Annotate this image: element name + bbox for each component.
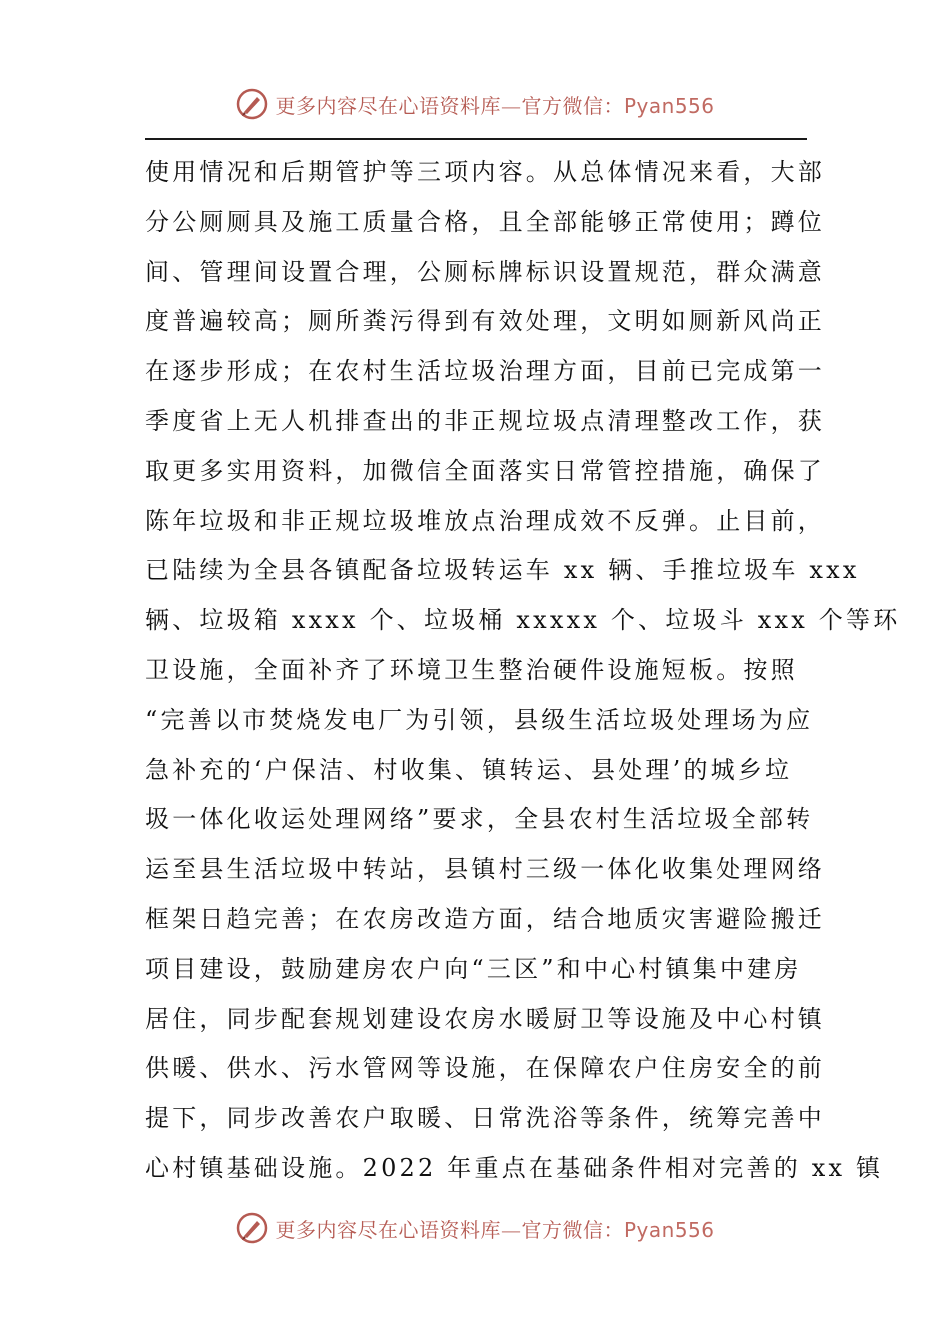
body-line: 居住，同步配套规划建设农房水暖厨卫等设施及中心村镇 xyxy=(145,1004,825,1033)
header-title: 更多内容尽在心语资料库 xyxy=(275,93,501,118)
body-line: 季度省上无人机排查出的非正规垃圾点清理整改工作，获 xyxy=(145,406,825,435)
body-line: 心村镇基础设施。2022 年重点在基础条件相对完善的 xx 镇 xyxy=(145,1153,884,1182)
body-line: 间、管理间设置合理，公厕标牌标识设置规范，群众满意 xyxy=(145,257,825,286)
document-body xyxy=(145,148,901,1194)
body-line: 提下，同步改善农户取暖、日常洗浴等条件，统筹完善中 xyxy=(145,1104,825,1133)
header-contact: 官方微信： xyxy=(521,93,624,118)
body-line: 项目建设，鼓励建房农户向“三区”和中心村镇集中建房 xyxy=(145,954,802,983)
body-line: 急补充的‘户保洁、村收集、镇转运、县处理’的城乡垃 xyxy=(145,755,793,784)
header-divider xyxy=(145,138,807,140)
body-line: 取更多实用资料，加微信全面落实日常管控措施，确保了 xyxy=(145,456,825,485)
pen-circle-icon xyxy=(235,1211,269,1245)
pen-circle-icon xyxy=(235,87,269,121)
footer-text-group xyxy=(275,1214,714,1243)
footer-banner xyxy=(0,1206,950,1250)
footer-wechat-id: Pyan556 xyxy=(623,1217,715,1242)
header-text-group xyxy=(275,90,714,119)
body-line: “完善以市焚烧发电厂为引领，县级生活垃圾处理场为应 xyxy=(145,705,814,734)
body-line: 供暖、供水、污水管网等设施，在保障农户住房安全的前 xyxy=(145,1054,825,1083)
body-line: 在逐步形成；在农村生活垃圾治理方面，目前已完成第一 xyxy=(145,357,825,386)
body-line: 框架日趋完善；在农房改造方面，结合地质灾害避险搬迁 xyxy=(145,904,825,933)
body-line: 已陆续为全县各镇配备垃圾转运车 xx 辆、手推垃圾车 xxx xyxy=(145,556,860,585)
body-line: 使用情况和后期管护等三项内容。从总体情况来看，大部 xyxy=(145,158,825,186)
header-banner xyxy=(0,82,950,126)
header-wechat-id: Pyan556 xyxy=(623,93,715,118)
body-line: 辆、垃圾箱 xxxx 个、垃圾桶 xxxxx 个、垃圾斗 xxx 个等环 xyxy=(145,606,901,635)
header-separator: — xyxy=(500,93,522,118)
footer-contact: 官方微信： xyxy=(521,1217,624,1242)
body-line: 卫设施，全面补齐了环境卫生整治硬件设施短板。按照 xyxy=(145,655,798,684)
body-line: 运至县生活垃圾中转站，县镇村三级一体化收集处理网络 xyxy=(145,855,825,884)
footer-separator: — xyxy=(500,1217,522,1242)
body-line: 度普遍较高；厕所粪污得到有效处理，文明如厕新风尚正 xyxy=(145,307,825,336)
body-line: 圾一体化收运处理网络”要求，全县农村生活垃圾全部转 xyxy=(145,805,814,834)
body-line: 陈年垃圾和非正规垃圾堆放点治理成效不反弹。止目前， xyxy=(145,506,825,535)
body-line: 分公厕厕具及施工质量合格，且全部能够正常使用；蹲位 xyxy=(145,207,825,236)
footer-title: 更多内容尽在心语资料库 xyxy=(275,1217,501,1242)
